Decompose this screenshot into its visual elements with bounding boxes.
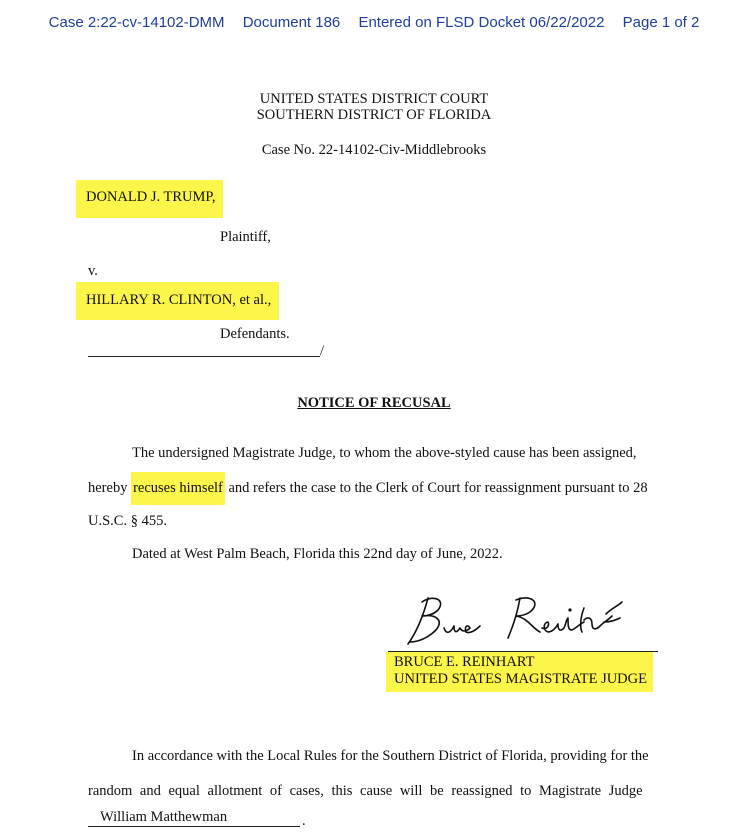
- reassignment-line2: random and equal allotment of cases, this cause will be reassigned to Magistrate Judge: [88, 783, 643, 799]
- court-name-line1: UNITED STATES DISTRICT COURT: [259, 91, 489, 107]
- reassigned-judge-name: William Matthewman: [100, 809, 228, 825]
- case-number: Case No. 22-14102-Civ-Middlebrooks: [261, 142, 487, 158]
- signature-block: [386, 652, 653, 692]
- reassigned-judge-rule: [88, 826, 300, 827]
- header-entered-date: Entered on FLSD Docket 06/22/2022: [358, 14, 605, 31]
- signer-title: UNITED STATES MAGISTRATE JUDGE: [394, 671, 647, 687]
- plaintiff-name: DONALD J. TRUMP,: [76, 180, 223, 218]
- recuses-himself-highlight: recuses himself: [131, 472, 225, 505]
- signer-name: BRUCE E. REINHART: [394, 654, 535, 670]
- defendant-label: Defendants.: [220, 326, 290, 342]
- body-paragraph-line1: The undersigned Magistrate Judge, to whom the above-styled cause has been assigned,: [132, 445, 637, 461]
- header-page-number: Page 1 of 2: [622, 14, 700, 31]
- header-case-number: Case 2:22-cv-14102-DMM: [48, 14, 225, 31]
- court-name-line2: SOUTHERN DISTRICT OF FLORIDA: [256, 107, 492, 123]
- reassignment-period: .: [302, 813, 306, 829]
- caption-slash: /: [320, 343, 325, 359]
- body-paragraph-line3: U.S.C. § 455.: [88, 513, 167, 529]
- docket-header: [0, 14, 748, 31]
- dated-line: Dated at West Palm Beach, Florida this 22nd day of June, 2022.: [132, 546, 503, 562]
- defendant-name: HILLARY R. CLINTON, et al.,: [76, 282, 279, 320]
- body-paragraph-line2: [88, 479, 648, 497]
- plaintiff-label: Plaintiff,: [220, 229, 271, 245]
- reassignment-line1: In accordance with the Local Rules for the Southern District of Florida, providing for the: [132, 748, 649, 764]
- body-line2-suffix: and refers the case to the Clerk of Court for reassignment pursuant to 28: [224, 480, 648, 496]
- versus: v.: [88, 263, 98, 279]
- header-document-number: Document 186: [242, 14, 341, 31]
- document-title: NOTICE OF RECUSAL: [297, 395, 451, 411]
- body-line2-prefix: hereby: [88, 480, 132, 496]
- handwritten-signature: [400, 588, 640, 650]
- caption-rule: [88, 356, 320, 357]
